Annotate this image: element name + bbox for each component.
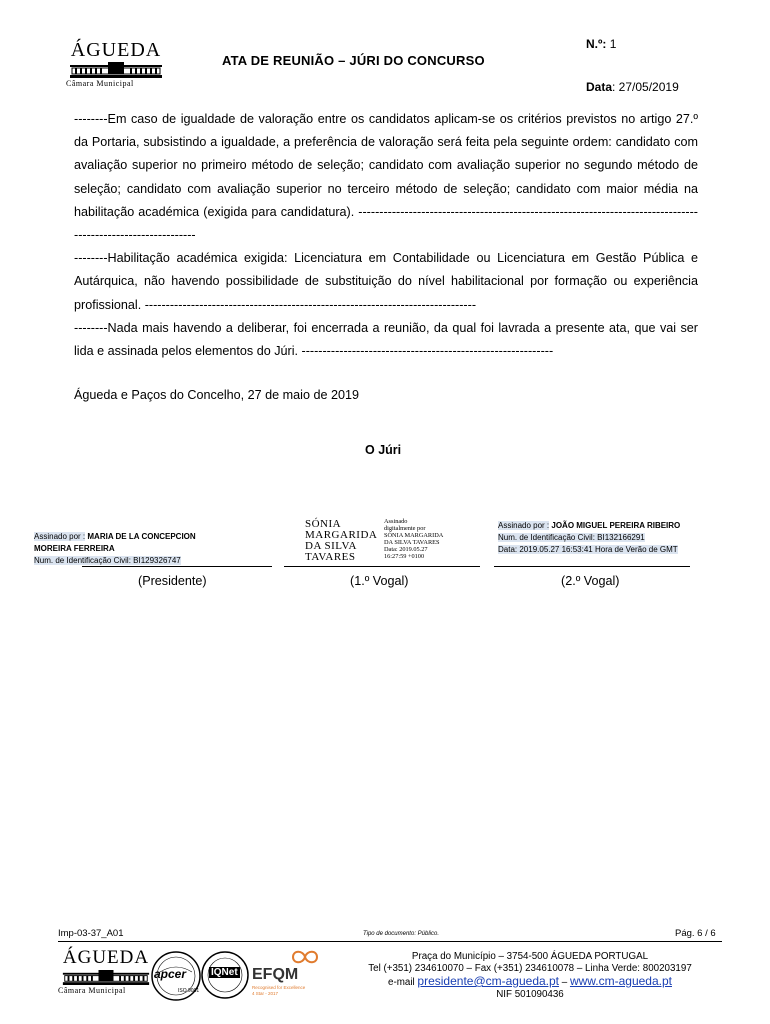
signature-date: Data: 2019.05.27 16:53:41 Hora de Verão de GMT xyxy=(498,545,678,554)
paragraph-2: --------Habilitação académica exigida: Licenciatura em Contabilidade ou Licenciatura em Gestão Pública e Autárquica, não havendo possibilidade de substituição do nível habilitacional por formação ou experiência profissional. ------------------------------------------------------------------------------- xyxy=(74,251,698,312)
page-number: Pág. 6 / 6 xyxy=(675,928,716,939)
ata-number xyxy=(586,37,616,51)
contact-line xyxy=(330,975,730,989)
role-vogal1: (1.º Vogal) xyxy=(350,574,409,588)
logo-word: ÁGUEDA xyxy=(70,39,162,61)
footer-logo xyxy=(58,948,154,995)
vogal1-name-line: MARGARIDA xyxy=(305,529,378,541)
signer-name-line2: MOREIRA FERREIRA xyxy=(34,544,115,553)
efqm-text: EFQM xyxy=(252,966,299,983)
ata-date-value: : 27/05/2019 xyxy=(612,80,679,94)
vogal1-detail-line: digitalmente por xyxy=(384,525,426,532)
page-title: ATA DE REUNIÃO – JÚRI DO CONCURSO xyxy=(222,53,485,68)
signer-name: JOÃO MIGUEL PEREIRA RIBEIRO xyxy=(551,521,681,530)
document-type: Tipo de documento: Público. xyxy=(363,931,439,937)
signed-by-label: Assinado por : xyxy=(498,521,550,530)
signature-vogal1-name xyxy=(305,519,377,563)
ata-date-label: Data xyxy=(586,80,613,94)
town-hall-icon xyxy=(70,62,162,78)
signature-vogal2 xyxy=(498,520,738,556)
ata-number-value: 1 xyxy=(609,37,617,51)
vogal1-name-line: TAVARES xyxy=(305,551,356,563)
signer-id: Num. de Identificação Civil: BI132166291 xyxy=(498,533,645,542)
vogal1-name-line: SÓNIA xyxy=(305,518,342,530)
iqnet-text: IQNet xyxy=(211,967,238,978)
footer-address xyxy=(330,951,730,1001)
logo-word: ÁGUEDA xyxy=(62,947,150,968)
iso-text: ISO 9001 xyxy=(178,988,200,994)
logo-subtitle: Câmara Municipal xyxy=(58,986,126,995)
footer-divider xyxy=(58,941,722,942)
signer-name-line1: MARIA DE LA CONCEPCION xyxy=(87,532,196,541)
jury-heading: O Júri xyxy=(365,443,402,457)
ata-date xyxy=(586,80,679,94)
place-date: Águeda e Paços do Concelho, 27 de maio de 2019 xyxy=(74,388,359,402)
iqnet-badge xyxy=(200,950,250,1000)
address-line-1: Praça do Município – 3754-500 ÁGUEDA PORTUGAL xyxy=(411,951,649,962)
paragraph-3: --------Nada mais havendo a deliberar, foi encerrada a reunião, da qual foi lavrada a presente ata, que vai ser lida e assinada pelos elementos do Júri. ------------------------------------------------------------ xyxy=(74,320,698,359)
vogal1-detail-line: 16:27:59 +0100 xyxy=(384,553,425,560)
signature-line-vogal2 xyxy=(494,566,690,567)
vogal1-detail-line: Assinado xyxy=(384,518,408,525)
signature-line-presidente xyxy=(82,566,272,567)
signed-by-label: Assinado por : xyxy=(34,532,86,541)
vogal1-detail-line: SÓNIA MARGARIDA xyxy=(384,532,444,539)
signature-vogal1-details xyxy=(384,518,443,560)
town-hall-icon xyxy=(62,970,150,985)
role-presidente: (Presidente) xyxy=(138,574,207,588)
efqm-badge xyxy=(252,948,328,1000)
vogal1-detail-line: DA SILVA TAVARES xyxy=(384,539,440,546)
paragraph-1: --------Em caso de igualdade de valoração entre os candidatos aplicam-se os critérios previstos no artigo 27.º da Portaria, subsistindo a igualdade, a preferência de valoração será feita pela seguinte ordem: candidato com avaliação superior no primeiro método de seleção; candidato com avaliação superior no segundo método de seleção; candidato com avaliação superior no terceiro método de seleção; candidato com maior média na habilitação académica (exigida para candidatura). -------------------------------------------------------------------------------------------------------------- xyxy=(74,112,698,243)
signer-id: Num. de Identificação Civil: BI129326747 xyxy=(34,556,181,565)
email-label: e-mail xyxy=(388,977,415,988)
address-line-2: Tel (+351) 234610070 – Fax (+351) 234610078 – Linha Verde: 800203197 xyxy=(368,963,692,974)
document-body xyxy=(74,108,698,363)
signature-line-vogal1 xyxy=(284,566,480,567)
contact-separator: – xyxy=(561,977,568,988)
logo-subtitle: Câmara Municipal xyxy=(66,79,134,88)
email-link[interactable]: presidente@cm-agueda.pt xyxy=(417,974,560,988)
header-logo xyxy=(66,40,166,88)
role-vogal2: (2.º Vogal) xyxy=(561,574,620,588)
ata-number-label: N.º: xyxy=(586,37,607,51)
apcer-badge xyxy=(150,950,202,1002)
apcer-text: apcer xyxy=(154,967,187,981)
efqm-infinity-icon xyxy=(290,948,320,966)
efqm-subtitle-2: 4 Star - 2017 xyxy=(252,991,279,996)
signature-presidente xyxy=(34,531,274,567)
vogal1-detail-line: Data: 2019.05.27 xyxy=(384,546,428,553)
website-link[interactable]: www.cm-agueda.pt xyxy=(569,974,672,988)
form-code: Imp-03-37_A01 xyxy=(58,928,124,939)
nif: NIF 501090436 xyxy=(496,989,564,1000)
efqm-subtitle-1: Recognised for Excellence xyxy=(252,985,306,990)
vogal1-name-line: DA SILVA xyxy=(305,540,357,552)
